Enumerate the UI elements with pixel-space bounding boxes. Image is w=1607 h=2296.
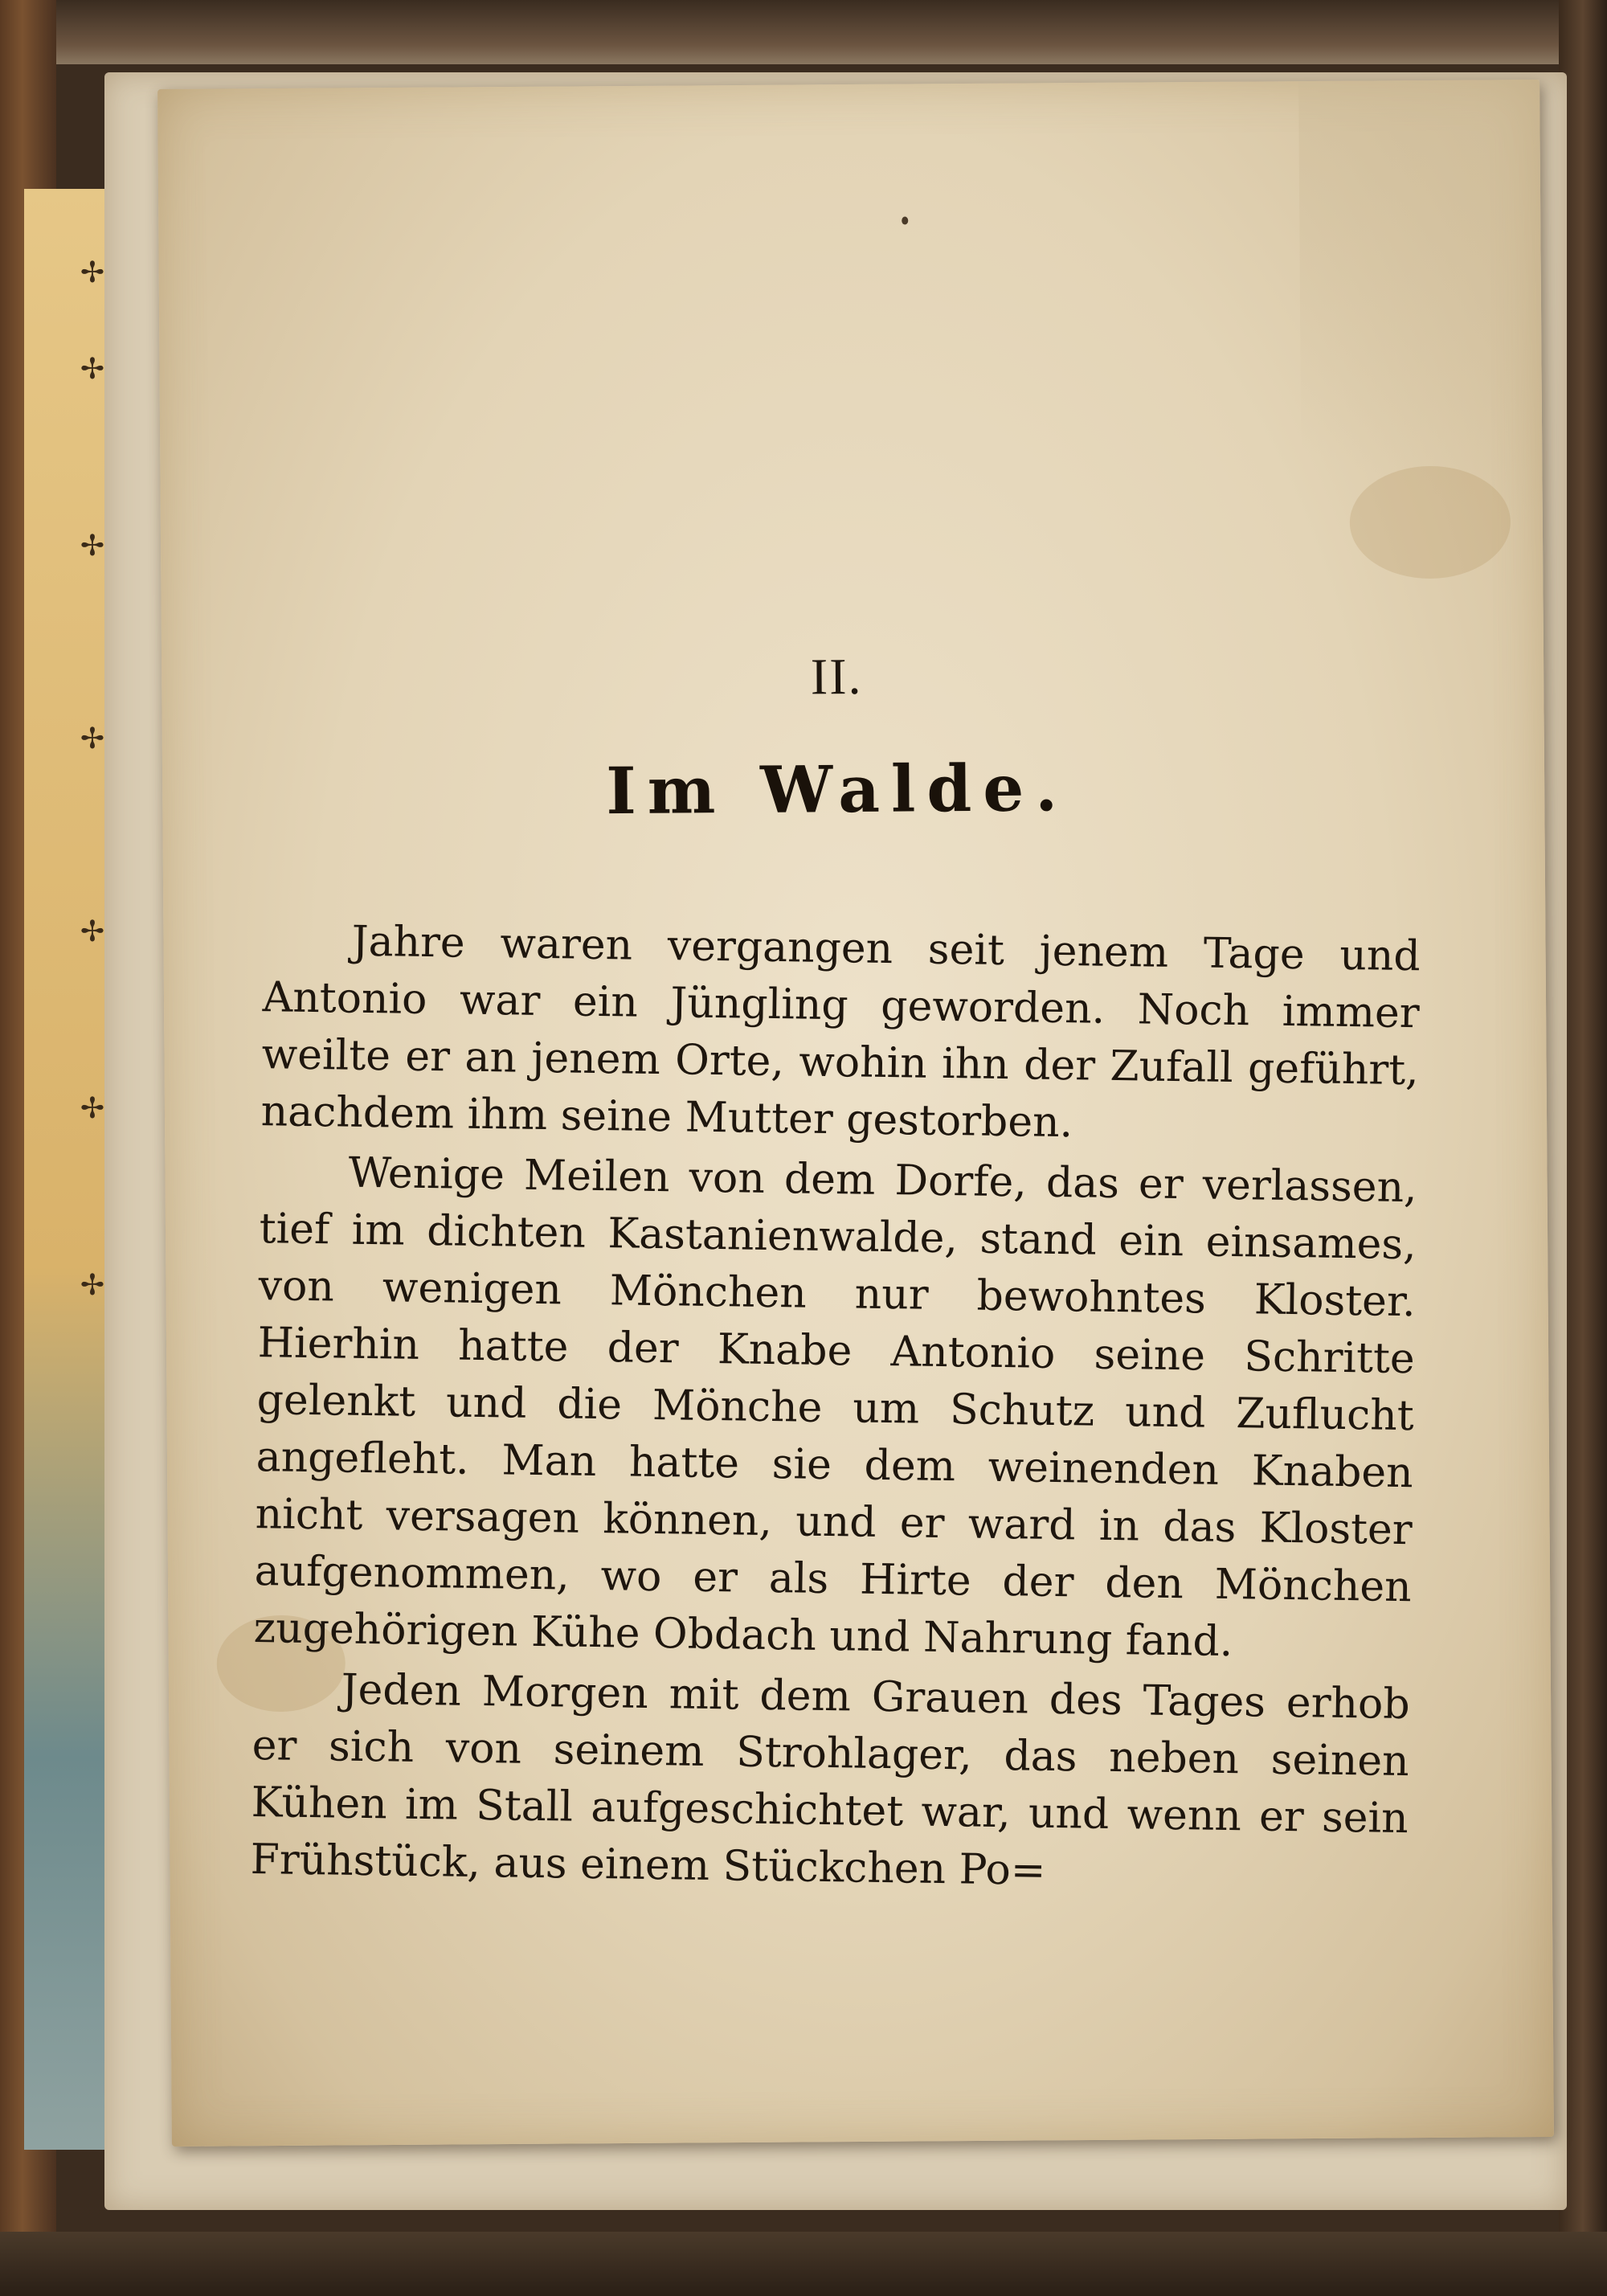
endpaper-ornament-icon: ✢ (80, 915, 105, 948)
endpaper-ornament-icon: ✢ (80, 1269, 105, 1302)
book-cover-top-edge (0, 0, 1607, 64)
book-cover-bottom-edge (0, 2232, 1607, 2296)
endpaper-ornament-icon: ✢ (80, 353, 105, 386)
page-mark (902, 217, 908, 225)
endpaper-ornament-icon: ✢ (80, 530, 105, 563)
book-page (157, 80, 1554, 2147)
chapter-number: II. (810, 647, 863, 706)
paragraph: Jeden Morgen mit dem Grauen des Tages erhob er sich von seinem Strohlager, das neben seinen Kühen im Stall aufgeschichtet war, und wenn er sein Frühstück, aus einem Stückchen Po= (250, 1665, 1411, 1895)
endpaper-ornament-icon: ✢ (80, 1092, 105, 1125)
paragraph: Wenige Meilen von dem Dorfe, das er verlassen, tief im dichten Kastanienwalde, stand ein einsames, von wenigen Mönchen nur bewohntes Kloster. Hierhin hatte der Knabe Antonio seine Schritte gelenkt und die Mönche um Schutz und Zuflucht angefleht. Man hatte sie dem weinenden Knaben nicht versagen können, und er ward in das Kloster aufgenommen, wo er als Hirte der den Mönchen zugehörigen Kühe Obdach und Nahrung fand. (253, 1148, 1418, 1667)
endpaper-ornament-icon: ✢ (80, 722, 105, 755)
paper-stain (1349, 465, 1511, 579)
paragraph: Jahre waren vergangen seit jenem Tage und Antonio war ein Jüngling geworden. Noch immer weilte er an jenem Orte, wohin ihn der Zufall geführt, nachdem ihm seine Mutter gestorben. (260, 917, 1421, 1148)
chapter-title: Im Walde. (605, 750, 1069, 829)
chapter-body (250, 912, 1421, 1905)
endpaper-ornament-icon: ✢ (80, 256, 105, 289)
endpaper-strip (24, 189, 106, 2150)
